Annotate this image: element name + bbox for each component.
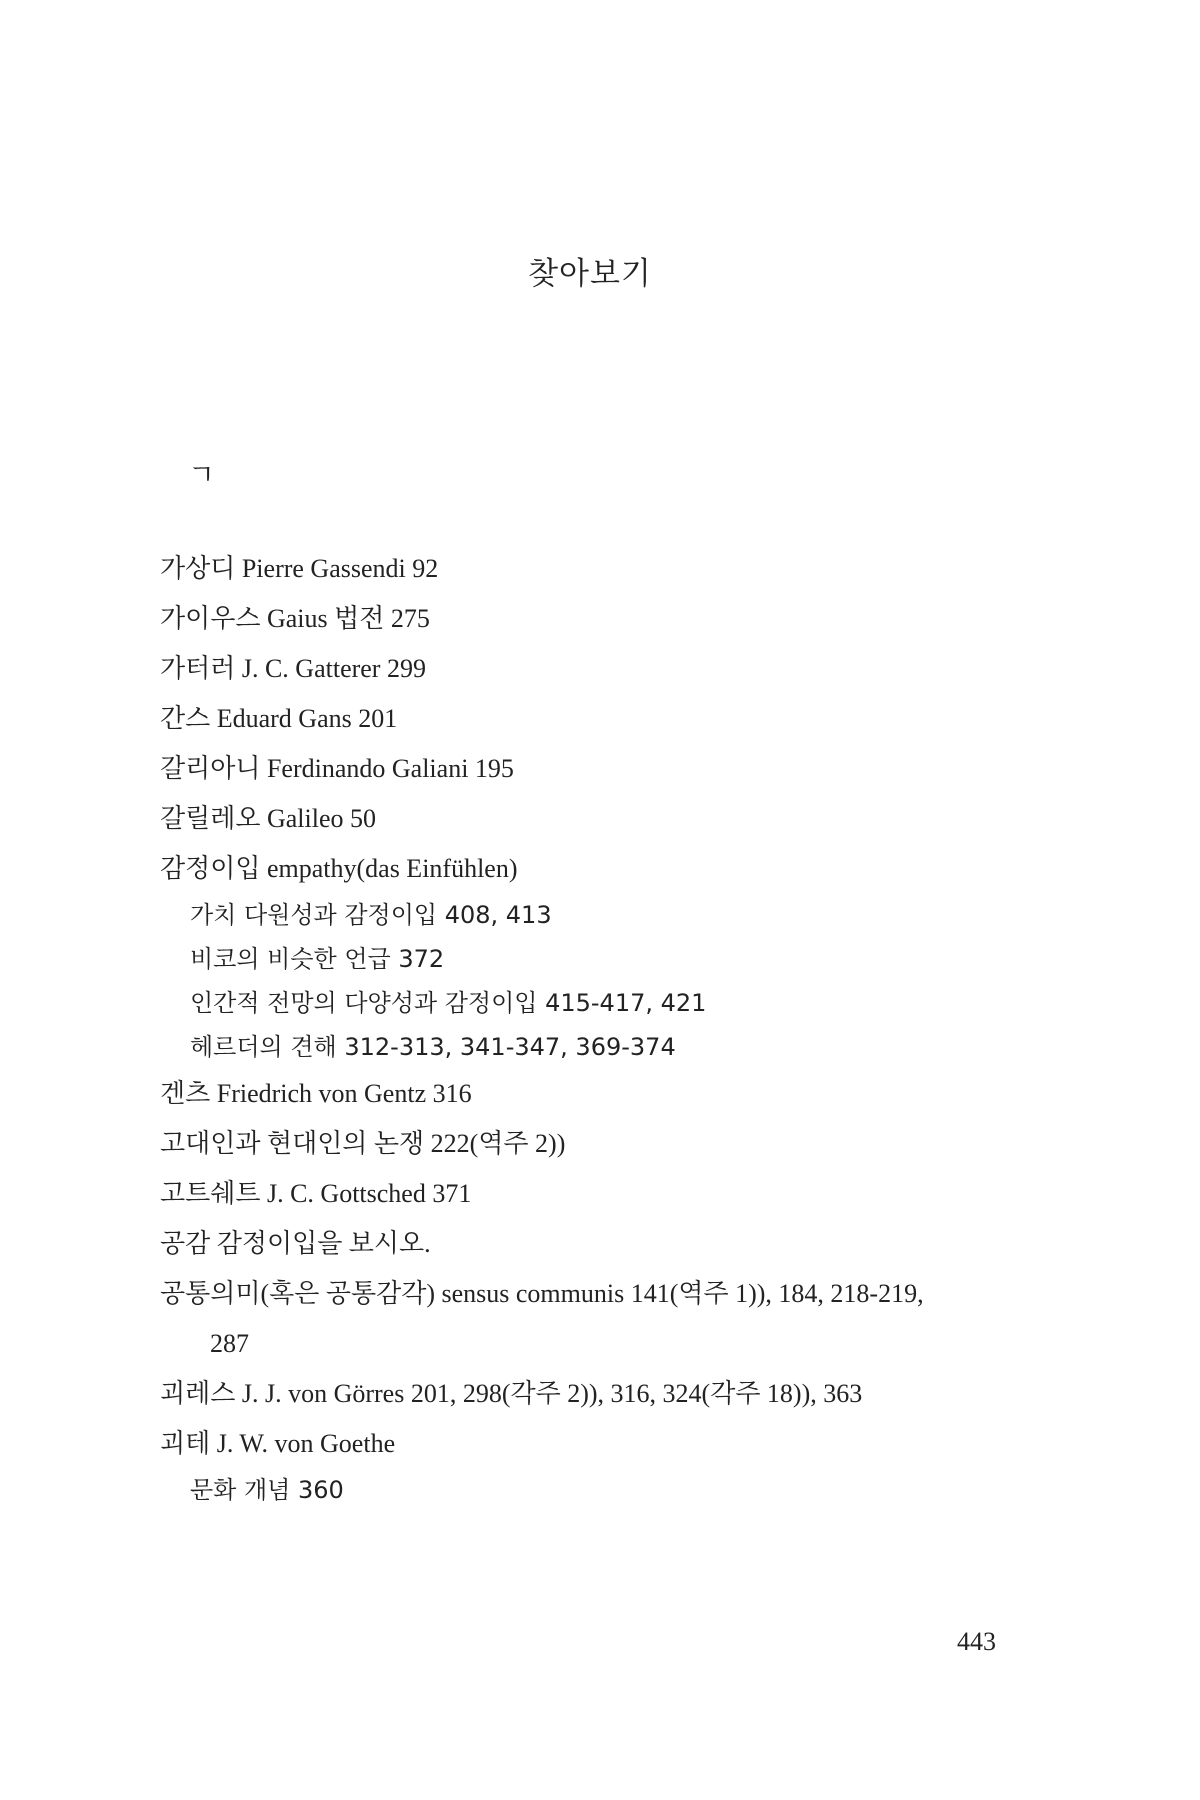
index-entry: 가상디 Pierre Gassendi 92 — [160, 554, 439, 583]
index-subentry: 비코의 비슷한 언급 372 — [190, 945, 445, 973]
index-subentry: 문화 개념 360 — [190, 1476, 344, 1504]
index-entry: 가터러 J. C. Gatterer 299 — [160, 654, 426, 683]
index-entry: 괴레스 J. J. von Görres 201, 298(각주 2)), 316, 324(각주 18)), 363 — [160, 1379, 863, 1408]
index-subentry: 가치 다원성과 감정이입 408, 413 — [190, 901, 552, 929]
index-entry: 공감 감정이입을 보시오. — [160, 1229, 431, 1258]
page-number: 443 — [957, 1627, 996, 1656]
index-entry: 감정이입 empathy(das Einfühlen) — [160, 854, 518, 883]
index-entry: 겐츠 Friedrich von Gentz 316 — [160, 1079, 472, 1108]
section-heading: ㄱ — [188, 458, 216, 491]
index-entry: 가이우스 Gaius 법전 275 — [160, 604, 430, 633]
index-entry: 고대인과 현대인의 논쟁 222(역주 2)) — [160, 1129, 566, 1158]
index-entry: 공통의미(혹은 공통감각) sensus communis 141(역주 1)), 184, 218-219, — [160, 1279, 924, 1308]
index-entry: 갈릴레오 Galileo 50 — [160, 804, 376, 833]
index-entry: 갈리아니 Ferdinando Galiani 195 — [160, 754, 514, 783]
index-entry: 고트쉐트 J. C. Gottsched 371 — [160, 1179, 472, 1208]
index-subentry: 헤르더의 견해 312-313, 341-347, 369-374 — [190, 1033, 676, 1061]
index-subentry: 인간적 전망의 다양성과 감정이입 415-417, 421 — [190, 989, 707, 1017]
index-entry: 간스 Eduard Gans 201 — [160, 704, 398, 733]
index-entry-continuation: 287 — [210, 1329, 249, 1358]
page-title: 찾아보기 — [528, 256, 652, 292]
index-entry: 괴테 J. W. von Goethe — [160, 1429, 396, 1458]
